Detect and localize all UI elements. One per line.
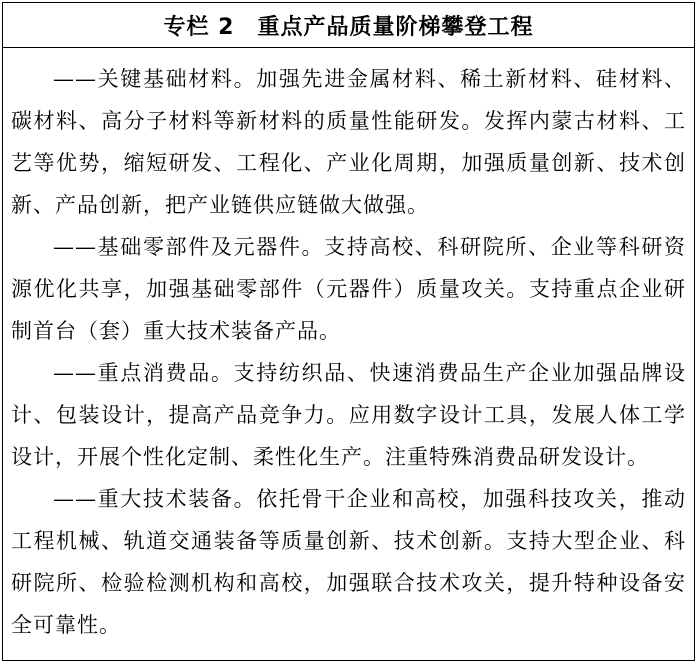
column-body: [3, 48, 694, 646]
paragraph-key-consumer-goods: ——重点消费品。支持纺织品、快速消费品生产企业加强品牌设计、包装设计，提高产品竞争力。应用数字设计工具，发展人体工学设计，开展个性化定制、柔性化生产。注重特殊消费品研发设计。: [11, 361, 686, 469]
column-box: [2, 2, 695, 661]
paragraph-basic-components: ——基础零部件及元器件。支持高校、科研院所、企业等科研资源优化共享，加强基础零部件（元器件）质量攻关。支持重点企业研制首台（套）重大技术装备产品。: [11, 235, 686, 343]
paragraph-key-basic-materials: ——关键基础材料。加强先进金属材料、稀土新材料、硅材料、碳材料、高分子材料等新材料的质量性能研发。发挥内蒙古材料、工艺等优势，缩短研发、工程化、产业化周期，加强质量创新、技术创新、产品创新，把产业链供应链做大做强。: [11, 67, 686, 217]
paragraph-major-technical-equipment: ——重大技术装备。依托骨干企业和高校，加强科技攻关，推动工程机械、轨道交通装备等质量创新、技术创新。支持大型企业、科研院所、检验检测机构和高校，加强联合技术攻关，提升特种设备安全可靠性。: [11, 487, 686, 637]
column-title: 专栏 2 重点产品质量阶梯攀登工程: [3, 3, 694, 48]
